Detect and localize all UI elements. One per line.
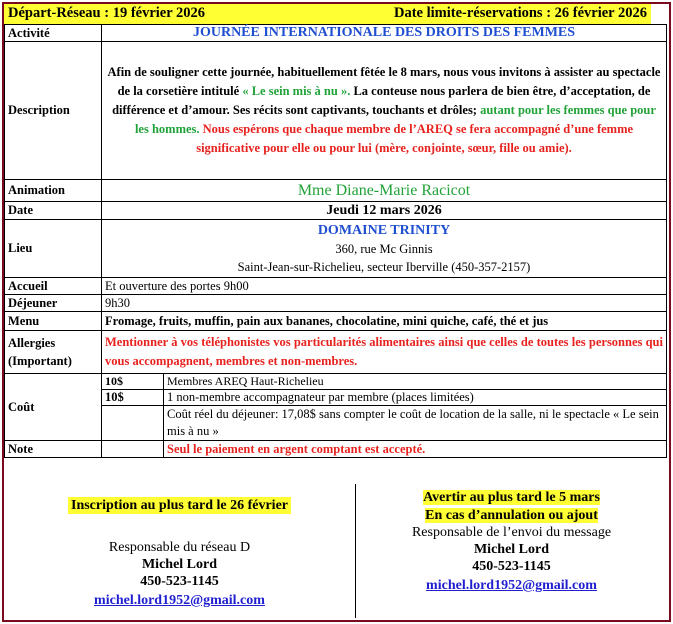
label-description: Description	[5, 42, 102, 180]
price-member-desc: Membres AREQ Haut-Richelieu	[164, 374, 667, 390]
header-bar	[4, 4, 651, 24]
inscription-box	[4, 484, 356, 618]
label-allergies: Allergies (Important)	[5, 331, 102, 374]
row-description	[5, 42, 667, 180]
avertir-deadline: Avertir au plus tard le 5 mars	[423, 490, 600, 505]
row-menu	[5, 312, 667, 331]
menu-value: Fromage, fruits, muffin, pain aux bananes, chocolatine, mini quiche, café, thé et jus	[102, 312, 667, 331]
row-allergies	[5, 331, 667, 374]
venue-name: DOMAINE TRINITY	[317, 222, 451, 238]
row-date	[5, 202, 667, 220]
left-name: Michel Lord	[141, 557, 218, 572]
lieu-cell	[102, 220, 667, 278]
left-role: Responsable du réseau D	[108, 540, 251, 555]
price-empty-cell	[102, 406, 164, 441]
description-text: Afin de souligner cette journée, habituellement fêtée le 8 mars, nous vous invitons à assister au spectacle de la corsetière intitulé « Le sein mis à nu ». La conteuse nous parlera de bien être, d’acceptation, de différence et d’amour. Ses récits sont captivants, touchants et drôles; autant pour les femmes que pour les hommes. Nous espérons que chaque membre de l’AREQ se fera accompagné d’une femme significative pour elle ou pour lui (mère, conjointe, sœur, fille ou amie).	[102, 42, 667, 180]
label-accueil: Accueil	[5, 278, 102, 295]
accueil-value: Et ouverture des portes 9h00	[102, 278, 667, 295]
note-empty-cell	[102, 441, 164, 458]
depart-date: Départ-Réseau : 19 février 2026	[8, 5, 206, 21]
row-note	[5, 441, 667, 458]
left-email-link[interactable]: michel.lord1952@gmail.com	[94, 593, 265, 608]
allergies-value: Mentionner à vos téléphonistes vos particularités alimentaires ainsi que celles de toutes les personnes qui vous accompagnent, membres et non-membres.	[102, 331, 667, 374]
label-cout: Coût	[5, 374, 102, 441]
event-date: Jeudi 12 mars 2026	[102, 202, 667, 220]
row-accueil	[5, 278, 667, 295]
row-cout-1	[5, 374, 667, 390]
price-guest: 10$	[102, 390, 164, 406]
label-lieu: Lieu	[5, 220, 102, 278]
row-animation	[5, 180, 667, 202]
venue-city: Saint-Jean-sur-Richelieu, secteur Iberville (450-357-2157)	[237, 259, 531, 274]
inscription-deadline: Inscription au plus tard le 26 février	[68, 497, 291, 514]
label-date: Date	[5, 202, 102, 220]
price-member: 10$	[102, 374, 164, 390]
avertir-box	[356, 484, 667, 618]
activity-title: JOURNÉE INTERNATIONALE DES DROITS DES FEMMES	[102, 25, 667, 42]
row-cout-2	[5, 390, 667, 406]
real-cost-desc: Coût réel du déjeuner: 17,08$ sans compter le coût de location de la salle, ni le spectacle « Le sein mis à nu »	[164, 406, 667, 441]
avertir-reason: En cas d’annulation ou ajout	[425, 508, 598, 523]
row-dejeuner	[5, 295, 667, 312]
label-animation: Animation	[5, 180, 102, 202]
row-lieu	[5, 220, 667, 278]
right-email-link[interactable]: michel.lord1952@gmail.com	[426, 578, 597, 593]
right-role: Responsable de l’envoi du message	[411, 525, 612, 540]
price-guest-desc: 1 non-membre accompagnateur par membre (places limitées)	[164, 390, 667, 406]
animation-name: Mme Diane-Marie Racicot	[102, 180, 667, 202]
note-value: Seul le paiement en argent comptant est accepté.	[164, 441, 667, 458]
left-phone: 450-523-1145	[140, 574, 219, 589]
reservation-deadline: Date limite-réservations : 26 février 2026	[394, 5, 647, 21]
right-phone: 450-523-1145	[472, 559, 551, 574]
right-name: Michel Lord	[473, 542, 550, 557]
label-dejeuner: Déjeuner	[5, 295, 102, 312]
dejeuner-value: 9h30	[102, 295, 667, 312]
label-activite: Activité	[5, 25, 102, 42]
contact-section	[4, 484, 667, 618]
label-menu: Menu	[5, 312, 102, 331]
row-cout-3	[5, 406, 667, 441]
event-table	[4, 24, 667, 458]
label-note: Note	[5, 441, 102, 458]
venue-address: 360, rue Mc Ginnis	[335, 241, 433, 256]
row-activite	[5, 25, 667, 42]
